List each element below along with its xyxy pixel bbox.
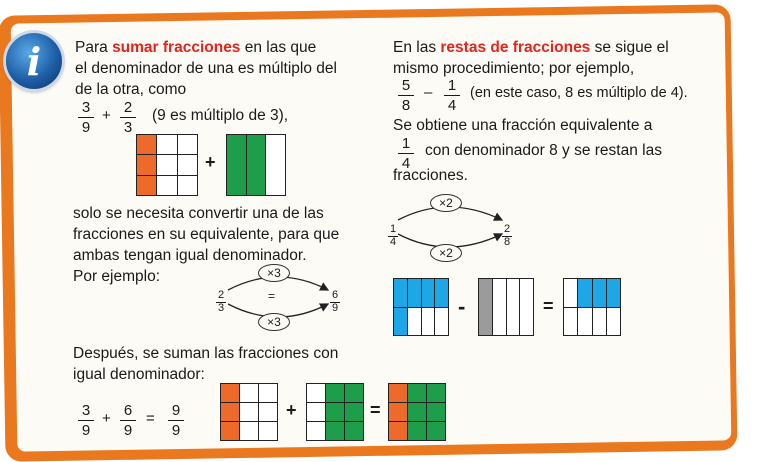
equivalent-text-line1: Se obtiene una fracción equivalente a [393, 117, 653, 134]
multiply-x2-badge: ×2 [430, 244, 462, 262]
fraction-9-9: 9 9 [168, 402, 184, 439]
grid-5-8 [393, 278, 449, 336]
fraction-6-9: 6 9 [120, 402, 136, 439]
sum-result-line1: Después, se suman las fracciones con [73, 345, 339, 362]
convert-text-line3: ambas tengan igual denominador. [73, 247, 307, 264]
multiply-x2-badge: ×2 [430, 194, 462, 212]
equivalent-text-line3: fracciones. [393, 167, 468, 184]
multiple-note: (9 es múltiplo de 3), [152, 107, 289, 124]
fraction-1-4: 1 4 [398, 135, 414, 172]
fraction-2-3: 2 3 [120, 99, 136, 136]
equals-sign: = [543, 296, 554, 316]
minus-sign: - [458, 294, 466, 319]
fraction-3-9: 3 9 [78, 99, 94, 136]
sum-intro-line2: el denominador de una es múltiplo del [75, 60, 337, 77]
minus-sign: – [424, 84, 433, 101]
info-icon: i [6, 33, 62, 89]
grid-9-9 [388, 383, 446, 441]
sum-result-line2: igual denominador: [73, 366, 205, 383]
equivalent-text-line2: con denominador 8 y se restan las [425, 142, 662, 159]
subtract-intro-line1: En las restas de fracciones se sigue el [393, 39, 669, 56]
multiply-x3-badge: ×3 [258, 313, 290, 331]
sum-intro-line1: Para sumar fracciones en las que [75, 39, 317, 56]
plus-sign: + [102, 410, 111, 427]
fraction-2-8-small: 2 8 [503, 223, 511, 248]
fraction-6-9-small: 6 9 [331, 289, 339, 314]
grid-3-9 [136, 134, 198, 196]
convert-text-line2: fracciones en su equivalente, para que [73, 226, 340, 243]
equals-sign: = [146, 410, 155, 427]
grid-1-4 [478, 278, 534, 336]
fraction-1-4: 1 4 [444, 77, 460, 114]
convert-text-line1: solo se necesita convertir una de las [73, 205, 324, 222]
fraction-3-9: 3 9 [78, 402, 94, 439]
multiple-note: (en este caso, 8 es múltiplo de 4). [470, 85, 688, 101]
grid-3-8 [563, 278, 621, 336]
grid-2-3 [226, 134, 286, 196]
plus-sign: + [286, 400, 297, 420]
subtract-intro-line2: mismo procedimiento; por ejemplo, [393, 60, 635, 77]
multiply-x3-badge: ×3 [258, 264, 290, 282]
fraction-1-4-small: 1 4 [389, 223, 397, 248]
convert-text-line4: Por ejemplo: [73, 268, 161, 285]
grid-3-9 [220, 383, 278, 441]
grid-6-9 [306, 383, 364, 441]
plus-sign: + [205, 152, 216, 172]
equals-sign: = [370, 400, 381, 420]
plus-sign: + [102, 107, 111, 124]
fraction-5-8: 5 8 [398, 77, 414, 114]
equals-sign: = [268, 289, 276, 303]
sum-intro-line3: de la otra, como [75, 81, 187, 98]
fraction-2-3-small: 2 3 [217, 289, 225, 314]
